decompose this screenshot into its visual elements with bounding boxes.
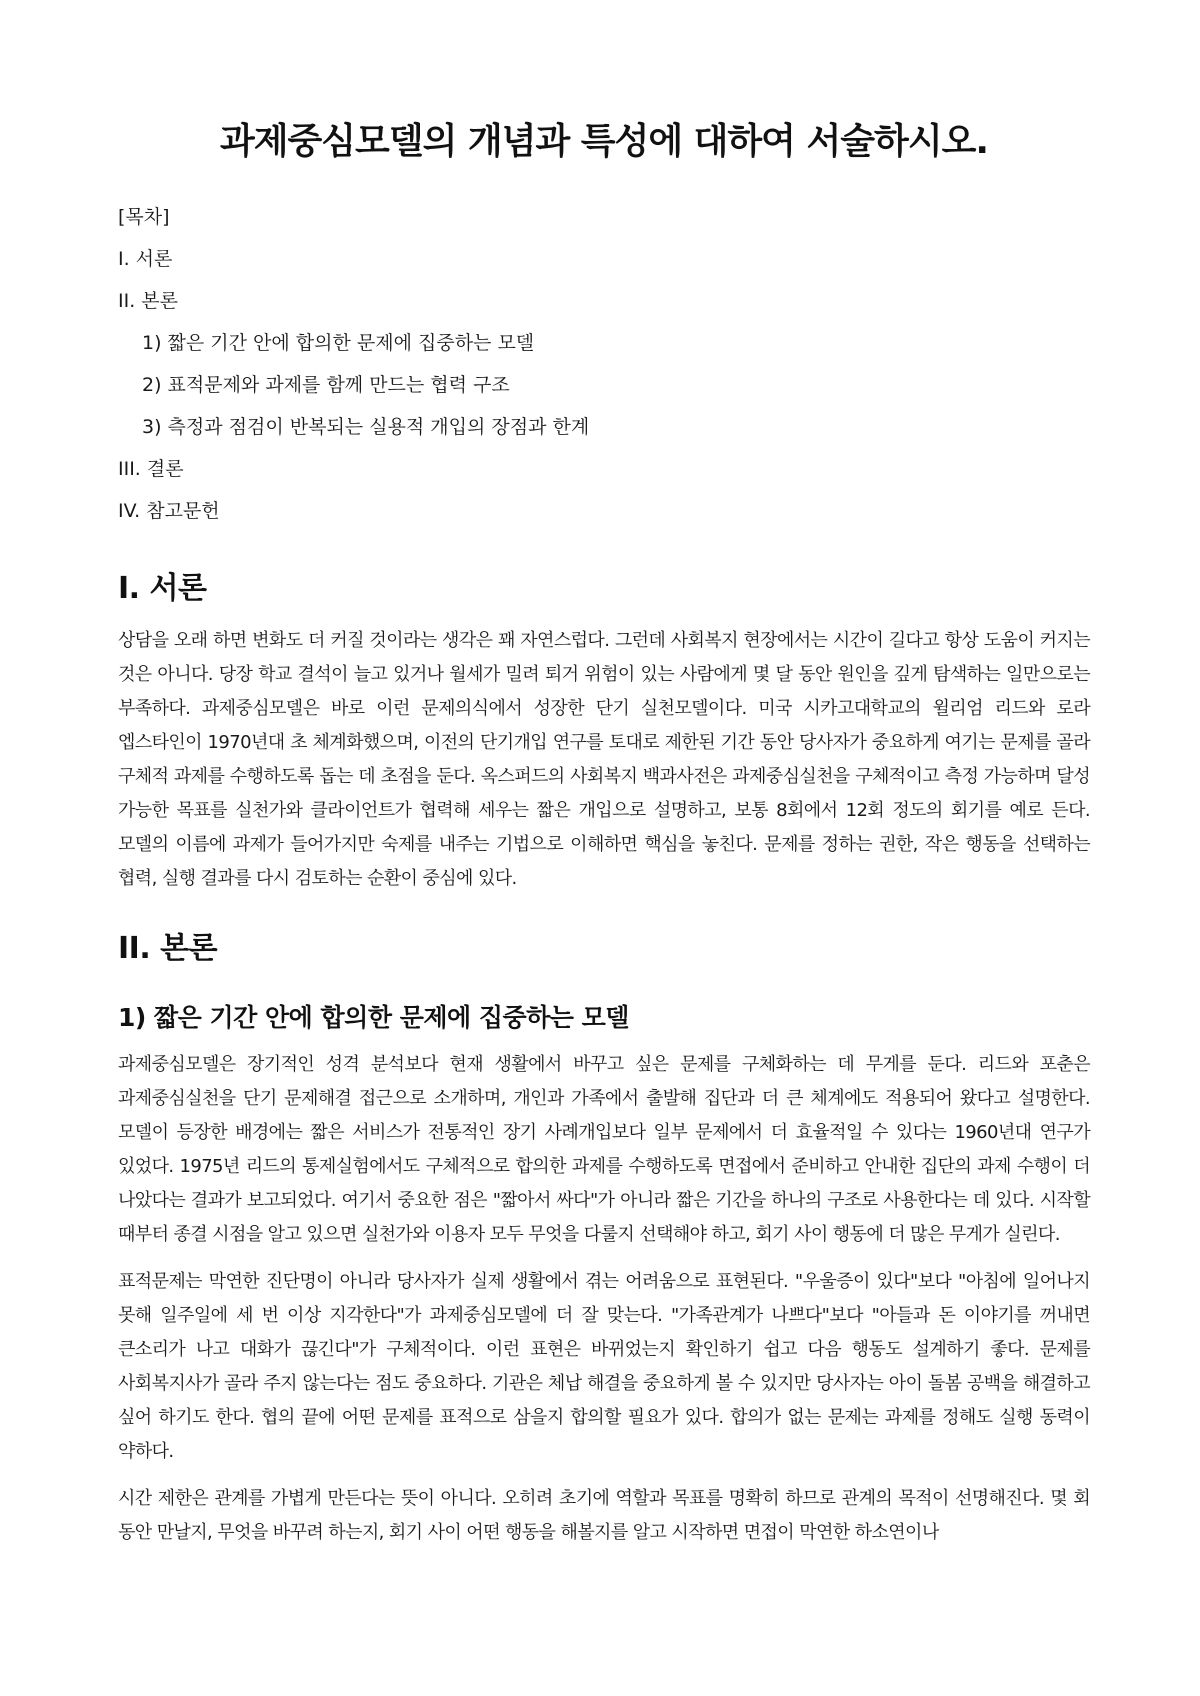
subsection <box>118 1000 1090 1550</box>
paragraph: 시간 제한은 관계를 가볍게 만든다는 뜻이 아니다. 오히려 초기에 역할과 목표를 명확히 하므로 관계의 목적이 선명해진다. 몇 회 동안 만날지, 무엇을 바꾸려 하는지, 회기 사이 어떤 행동을 해볼지를 알고 시작하면 면접이 막연한 하소연이나 <box>118 1488 1090 1543</box>
paragraph: 과제중심모델은 장기적인 성격 분석보다 현재 생활에서 바꾸고 싶은 문제를 구체화하는 데 무게를 둔다. 리드와 포춘은 과제중심실천을 단기 문제해결 접근으로 소개하며, 개인과 가족에서 출발해 집단과 더 큰 체계에도 적용되어 왔다고 설명한다. 모델이 등장한 배경에는 짧은 서비스가 전통적인 장기 사례개입보다 일부 문제에서 더 효율적일 수 있다는 1960년대 연구가 있었다. 1975년 리드의 통제실험에서도 구체적으로 합의한 과제를 수행하도록 면접에서 준비하고 안내한 집단의 과제 수행이 더 나았다는 결과가 보고되었다. 여기서 중요한 점은 "짧아서 싸다"가 아니라 짧은 기간을 하나의 구조로 사용한다는 데 있다. 시작할 때부터 종결 시점을 알고 있으면 실천가와 이용자 모두 무엇을 다룰지 선택해야 하고, 회기 사이 행동에 더 많은 무게가 실린다. <box>118 1054 1090 1245</box>
paragraph: 표적문제는 막연한 진단명이 아니라 당사자가 실제 생활에서 겪는 어려움으로 표현된다. "우울증이 있다"보다 "아침에 일어나지 못해 일주일에 세 번 이상 지각한다"가 과제중심모델에 더 잘 맞는다. "가족관계가 나쁘다"보다 "아들과 돈 이야기를 꺼내면 큰소리가 나고 대화가 끊긴다"가 구체적이다. 이런 표현은 바뀌었는지 확인하기 쉽고 다음 행동도 설계하기 좋다. 문제를 사회복지사가 골라 주지 않는다는 점도 중요하다. 기관은 체납 해결을 중요하게 볼 수 있지만 당사자는 아이 돌봄 공백을 해결하고 싶어 하기도 한다. 협의 끝에 어떤 문제를 표적으로 삼을지 합의할 필요가 있다. 합의가 없는 문제는 과제를 정해도 실행 동력이 약하다. <box>118 1271 1090 1462</box>
document-title: 과제중심모델의 개념과 특성에 대하여 서술하시오. <box>219 121 989 162</box>
toc-item: 2) 표적문제와 과제를 함께 만드는 협력 구조 <box>142 374 510 396</box>
toc-item: II. 본론 <box>118 290 178 312</box>
toc-item: I. 서론 <box>118 248 173 270</box>
paragraph: 상담을 오래 하면 변화도 더 커질 것이라는 생각은 꽤 자연스럽다. 그런데 사회복지 현장에서는 시간이 길다고 항상 도움이 커지는 것은 아니다. 당장 학교 결석이 늘고 있거나 월세가 밀려 퇴거 위험이 있는 사람에게 몇 달 동안 원인을 깊게 탐색하는 일만으로는 부족하다. 과제중심모델은 바로 이런 문제의식에서 성장한 단기 실천모델이다. 미국 시카고대학교의 윌리엄 리드와 로라 엡스타인이 1970년대 초 체계화했으며, 이전의 단기개입 연구를 토대로 제한된 기간 동안 당사자가 중요하게 여기는 문제를 골라 구체적 과제를 수행하도록 돕는 데 초점을 둔다. 옥스퍼드의 사회복지 백과사전은 과제중심실천을 구체적이고 측정 가능하며 달성 가능한 목표를 실천가와 클라이언트가 협력해 세우는 짧은 개입으로 설명하고, 보통 8회에서 12회 정도의 회기를 예로 든다. 모델의 이름에 과제가 들어가지만 숙제를 내주는 기법으로 이해하면 핵심을 놓친다. 문제를 정하는 권한, 작은 행동을 선택하는 협력, 실행 결과를 다시 검토하는 순환이 중심에 있다. <box>118 630 1090 889</box>
toc-item: IV. 참고문헌 <box>118 500 220 522</box>
section-heading: II. 본론 <box>118 931 218 966</box>
table-of-contents <box>118 196 1090 532</box>
subsection-heading: 1) 짧은 기간 안에 합의한 문제에 집중하는 모델 <box>118 1003 629 1032</box>
intro-section <box>118 568 1090 896</box>
body-section <box>118 928 1090 1550</box>
toc-label: [목차] <box>118 206 170 228</box>
toc-item: 1) 짧은 기간 안에 합의한 문제에 집중하는 모델 <box>142 332 535 354</box>
section-heading: I. 서론 <box>118 571 207 606</box>
toc-item: 3) 측정과 점검이 반복되는 실용적 개입의 장점과 한계 <box>142 416 590 438</box>
toc-item: III. 결론 <box>118 458 184 480</box>
